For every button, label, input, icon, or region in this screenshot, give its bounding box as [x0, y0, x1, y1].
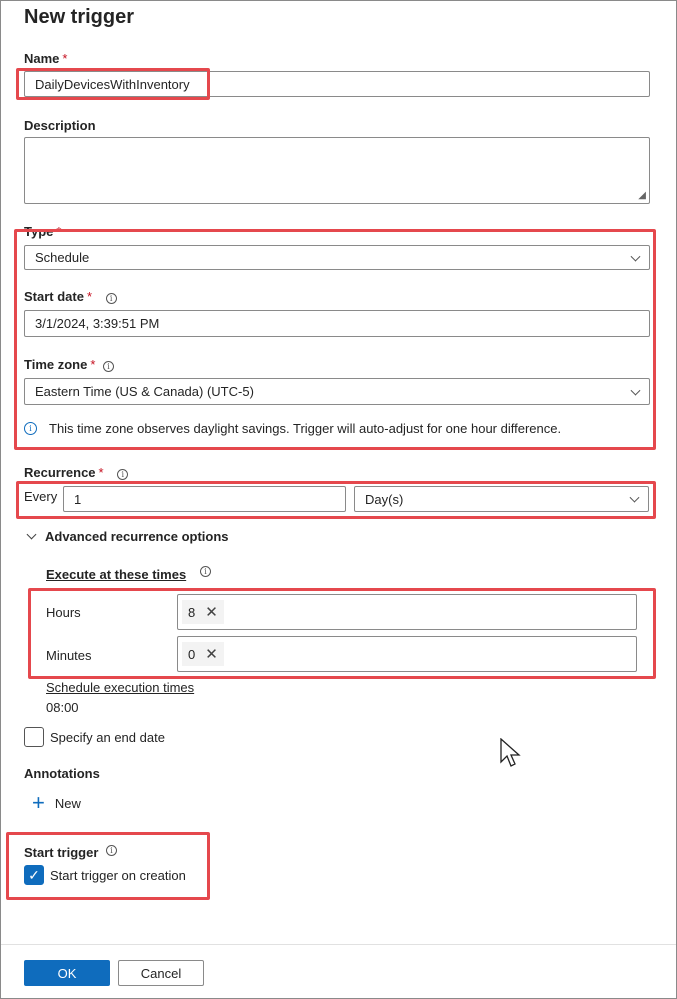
required-marker: *	[62, 51, 68, 66]
remove-icon[interactable]: ✕	[205, 646, 218, 663]
highlight-recurrence	[16, 481, 656, 519]
name-label	[24, 51, 67, 66]
name-input-value: DailyDevicesWithInventory	[35, 76, 190, 92]
recurrence-label-text: Recurrence	[24, 465, 96, 480]
start-trigger-checkbox-label: Start trigger on creation	[50, 867, 186, 883]
resize-handle-icon[interactable]: ◢	[638, 190, 646, 201]
plus-icon: +	[32, 790, 45, 815]
type-label-text: Type	[24, 224, 54, 239]
time-zone-value: Eastern Time (US & Canada) (UTC-5)	[35, 384, 254, 399]
description-label: Description	[24, 118, 96, 133]
highlight-start-trigger	[6, 832, 210, 900]
hours-chip-value: 8	[188, 604, 196, 620]
advanced-options-toggle[interactable]	[24, 529, 229, 544]
annotations-label: Annotations	[24, 766, 100, 781]
mouse-cursor-icon	[500, 738, 522, 770]
chevron-down-icon	[27, 530, 37, 540]
ok-button[interactable]: OK	[24, 960, 110, 986]
required-marker: *	[56, 224, 62, 239]
required-marker: *	[90, 357, 96, 372]
highlight-schedule	[14, 229, 656, 450]
info-icon[interactable]: i	[106, 845, 117, 856]
start-date-value: 3/1/2024, 3:39:51 PM	[35, 316, 160, 331]
type-select-value: Schedule	[35, 250, 90, 265]
cancel-button[interactable]: Cancel	[118, 960, 204, 986]
every-label: Every	[24, 489, 58, 504]
start-date-label-text: Start date	[24, 289, 84, 304]
time-zone-note-text: This time zone observes daylight savings. Trigger will auto-adjust for one hour difference.	[49, 421, 562, 436]
end-date-label: Specify an end date	[50, 729, 165, 745]
start-trigger-label-text: Start trigger	[24, 845, 99, 860]
highlight-name	[16, 68, 210, 100]
required-marker: *	[98, 465, 104, 480]
end-date-checkbox[interactable]	[24, 727, 44, 747]
info-icon[interactable]: i	[103, 361, 114, 372]
remove-icon[interactable]: ✕	[205, 604, 218, 621]
hours-label: Hours	[46, 605, 81, 620]
advanced-options-label: Advanced recurrence options	[45, 529, 229, 544]
new-annotation-button[interactable]	[32, 790, 81, 815]
recurrence-label	[24, 465, 128, 480]
schedule-execution-time-value: 08:00	[46, 700, 79, 715]
description-textarea[interactable]	[24, 137, 650, 204]
highlight-execute-times	[28, 588, 656, 679]
execute-times-label: Execute at these times	[46, 567, 187, 582]
recurrence-interval-value: 1	[74, 491, 82, 507]
start-trigger-checkbox[interactable]: ✓	[24, 865, 44, 885]
info-icon: i	[24, 422, 37, 435]
dialog-title: New trigger	[24, 6, 135, 28]
name-label-text: Name	[24, 51, 60, 66]
new-annotation-label: New	[54, 795, 81, 811]
footer-divider	[1, 944, 676, 945]
recurrence-unit-value: Day(s)	[365, 491, 404, 507]
required-marker: *	[86, 289, 93, 304]
minutes-chip-value: 0	[188, 646, 196, 662]
info-icon[interactable]: i	[117, 469, 128, 480]
end-date-option[interactable]	[24, 727, 165, 747]
info-icon[interactable]: i	[200, 566, 211, 577]
minutes-label: Minutes	[46, 648, 92, 663]
schedule-execution-times-link[interactable]: Schedule execution times	[46, 680, 195, 695]
time-zone-label-text: Time zone	[24, 357, 88, 372]
info-icon[interactable]: i	[106, 293, 117, 304]
